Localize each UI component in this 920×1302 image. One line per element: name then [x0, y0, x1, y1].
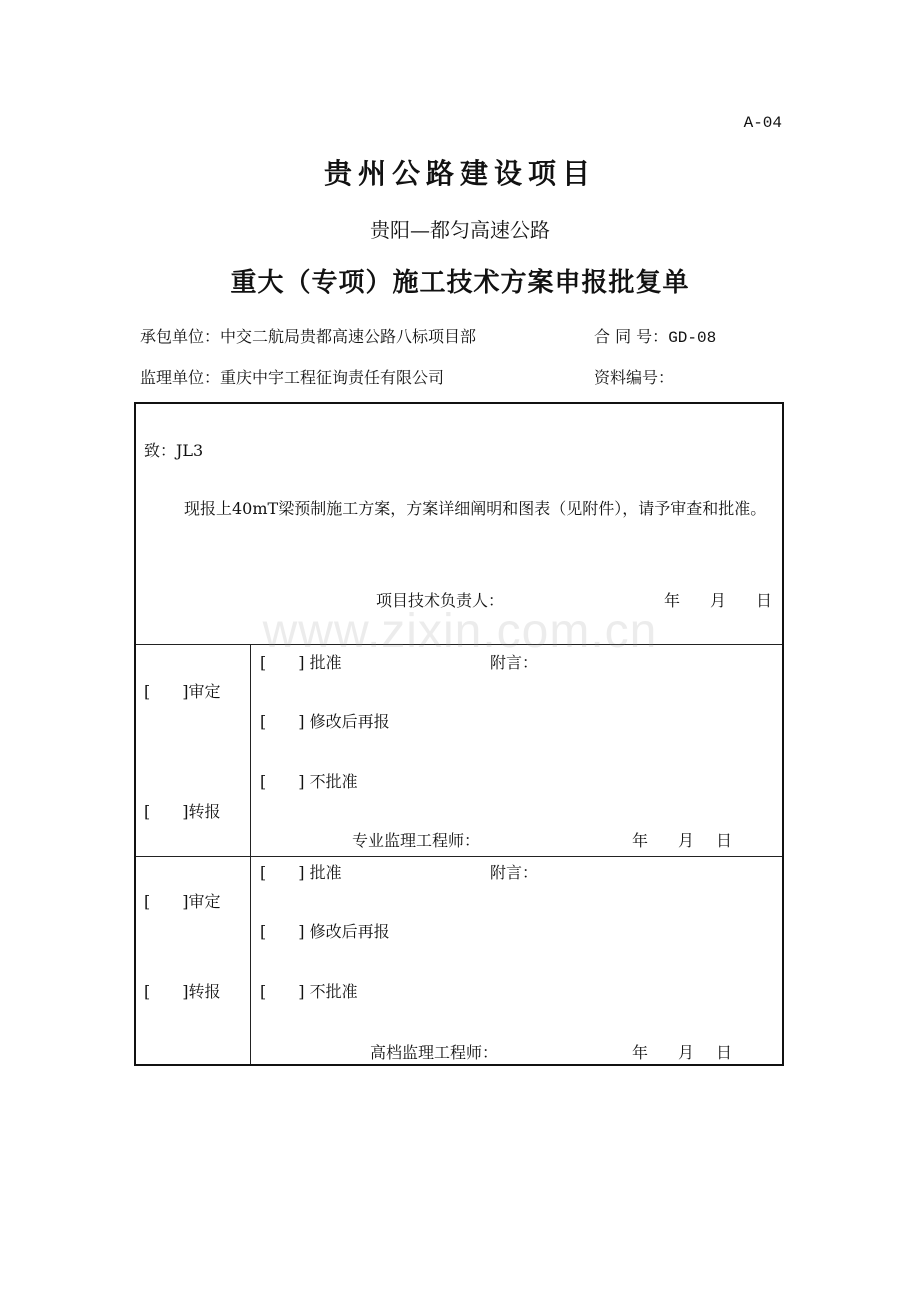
contract-no-value: GD-08	[668, 329, 717, 347]
row-divider	[136, 856, 782, 857]
page-title: 贵州公路建设项目	[323, 157, 596, 190]
checkbox-reject[interactable]: [ ] 不批准	[260, 982, 358, 1001]
note-label: 附言：	[490, 863, 539, 882]
tech-lead-signature-label: 项目技术负责人：	[376, 591, 505, 610]
checkbox-reject[interactable]: [ ] 不批准	[260, 772, 358, 791]
approval-form-table	[134, 402, 784, 1066]
contractor-label: 承包单位：	[140, 327, 221, 346]
date-year: 年	[664, 591, 681, 610]
senior-engineer-signature-label: 高档监理工程师：	[370, 1043, 499, 1062]
watermark: www.zixin.com.cn	[262, 605, 658, 658]
contract-no-row	[594, 324, 716, 347]
specialist-engineer-signature-label: 专业监理工程师：	[352, 831, 481, 850]
checkbox-forward[interactable]: [ ]转报	[144, 982, 221, 1001]
checkbox-forward[interactable]: [ ]转报	[144, 802, 221, 821]
date-year: 年	[632, 1043, 649, 1062]
date-year: 年	[632, 831, 649, 850]
date-day: 日	[716, 1043, 733, 1062]
contractor-row	[140, 324, 476, 347]
addressee: 致：JL3	[144, 441, 204, 460]
date-month: 月	[678, 1043, 695, 1062]
checkbox-approve[interactable]: [ ] 批准	[260, 863, 342, 882]
form-title: 重大（专项）施工技术方案申报批复单	[230, 268, 690, 298]
contract-no-label: 合 同 号：	[594, 327, 669, 346]
column-divider	[250, 644, 251, 1064]
date-day: 日	[756, 591, 773, 610]
date-day: 日	[716, 831, 733, 850]
document-code: A-04	[743, 114, 782, 132]
checkbox-approve[interactable]: [ ] 批准	[260, 653, 342, 672]
project-subtitle: 贵阳—都匀高速公路	[370, 218, 550, 242]
date-month: 月	[710, 591, 727, 610]
doc-no-label: 资料编号：	[594, 368, 675, 387]
supervisor-label: 监理单位：	[140, 368, 221, 387]
note-label: 附言：	[490, 653, 539, 672]
contractor-value: 中交二航局贵都高速公路八标项目部	[220, 327, 477, 346]
checkbox-review[interactable]: [ ]审定	[144, 892, 221, 911]
checkbox-revise-resubmit[interactable]: [ ] 修改后再报	[260, 922, 390, 941]
checkbox-review[interactable]: [ ]审定	[144, 682, 221, 701]
supervisor-value: 重庆中宇工程征询责任有限公司	[220, 368, 445, 387]
supervisor-row	[140, 365, 444, 388]
submission-text: 现报上40mT梁预制施工方案，方案详细阐明和图表（见附件），请予审查和批准。	[184, 499, 767, 518]
checkbox-revise-resubmit[interactable]: [ ] 修改后再报	[260, 712, 390, 731]
date-month: 月	[678, 831, 695, 850]
